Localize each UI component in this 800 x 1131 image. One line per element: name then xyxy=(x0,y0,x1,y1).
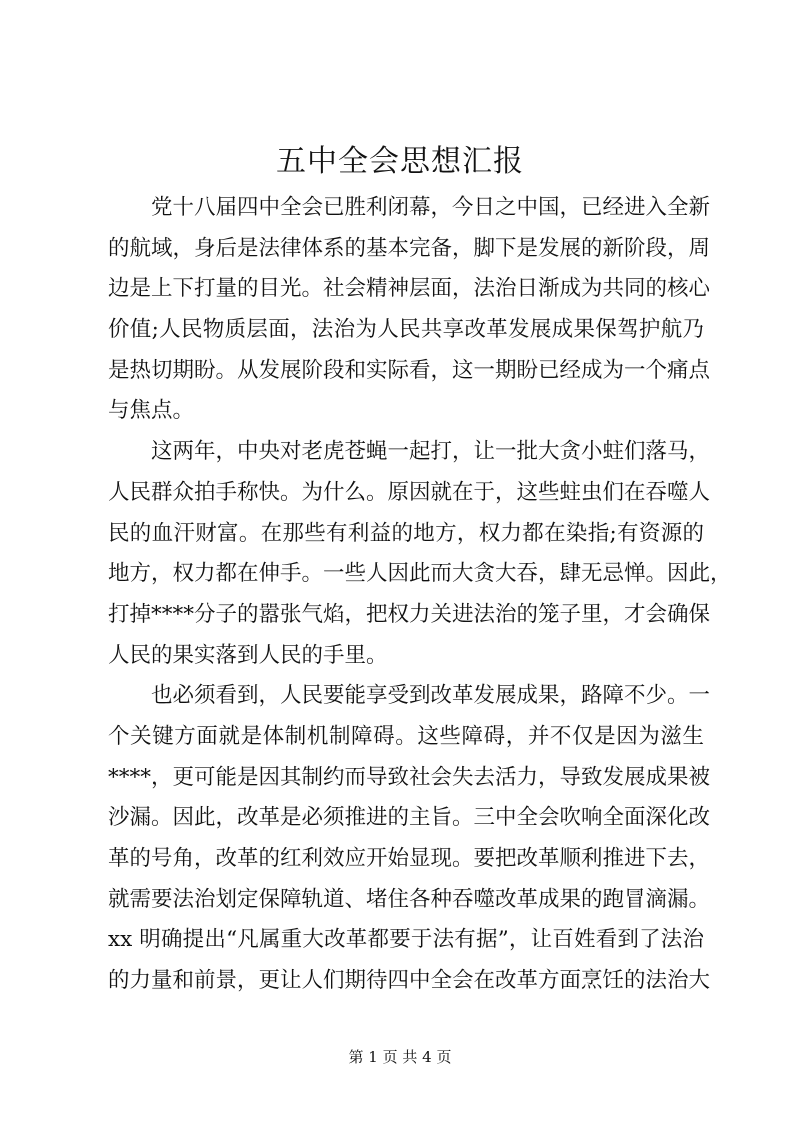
paragraph-1-line-3: 边是上下打量的目光。社会精神层面，法治日渐成为共同的核心 xyxy=(108,276,711,302)
paragraph-2-line-3: 民的血汗财富。在那些有利益的地方，权力都在染指;有资源的 xyxy=(108,520,704,546)
paragraph-2-line-5: 打掉****分子的嚣张气焰，把权力关进法治的笼子里，才会确保 xyxy=(108,601,711,627)
paragraph-1-line-4: 价值;人民物质层面，法治为人民共享改革发展成果保驾护航乃 xyxy=(108,317,704,343)
paragraph-3-line-4: 沙漏。因此，改革是必须推进的主旨。三中全会吹响全面深化改 xyxy=(108,805,711,831)
paragraph-1-line-2: 的航域，身后是法律体系的基本完备，脚下是发展的新阶段，周 xyxy=(108,235,711,261)
document-title: 五中全会思想汇报 xyxy=(276,144,524,179)
paragraph-3-line-3: ****，更可能是因其制约而导致社会失去活力，导致发展成果被 xyxy=(108,764,711,790)
paragraph-3-line-6: 就需要法治划定保障轨道、堵住各种吞噬改革成果的跑冒滴漏。 xyxy=(108,886,711,912)
page-footer: 第 1 页 共 4 页 xyxy=(348,1048,452,1066)
paragraph-3-line-8: 的力量和前景，更让人们期待四中全会在改革方面烹饪的法治大 xyxy=(108,968,711,994)
paragraph-3-line-7: xx 明确提出“凡属重大改革都要于法有据”，让百姓看到了法治 xyxy=(108,927,704,953)
paragraph-2-line-6: 人民的果实落到人民的手里。 xyxy=(108,642,388,668)
paragraph-1-line-1: 党十八届四中全会已胜利闭幕，今日之中国，已经进入全新 xyxy=(151,195,711,220)
paragraph-2-line-4: 地方，权力都在伸手。一些人因此而大贪大吞，肆无忌惮。因此， xyxy=(108,561,732,587)
paragraph-3-line-2: 个关键方面就是体制机制障碍。这些障碍，并不仅是因为滋生 xyxy=(108,723,704,749)
document-body xyxy=(108,188,732,1002)
paragraph-3-line-5: 革的号角，改革的红利效应开始显现。要把改革顺利推进下去， xyxy=(108,846,711,871)
paragraph-1-line-6: 与焦点。 xyxy=(108,398,195,424)
paragraph-1-line-5: 是热切期盼。从发展阶段和实际看，这一期盼已经成为一个痛点 xyxy=(108,357,711,383)
paragraph-2-line-1: 这两年，中央对老虎苍蝇一起打，让一批大贪小蛀们落马， xyxy=(151,439,711,465)
paragraph-3-line-1: 也必须看到，人民要能享受到改革发展成果，路障不少。一 xyxy=(151,683,711,709)
paragraph-2-line-2: 人民群众拍手称快。为什么。原因就在于，这些蛀虫们在吞噬人 xyxy=(108,479,711,505)
